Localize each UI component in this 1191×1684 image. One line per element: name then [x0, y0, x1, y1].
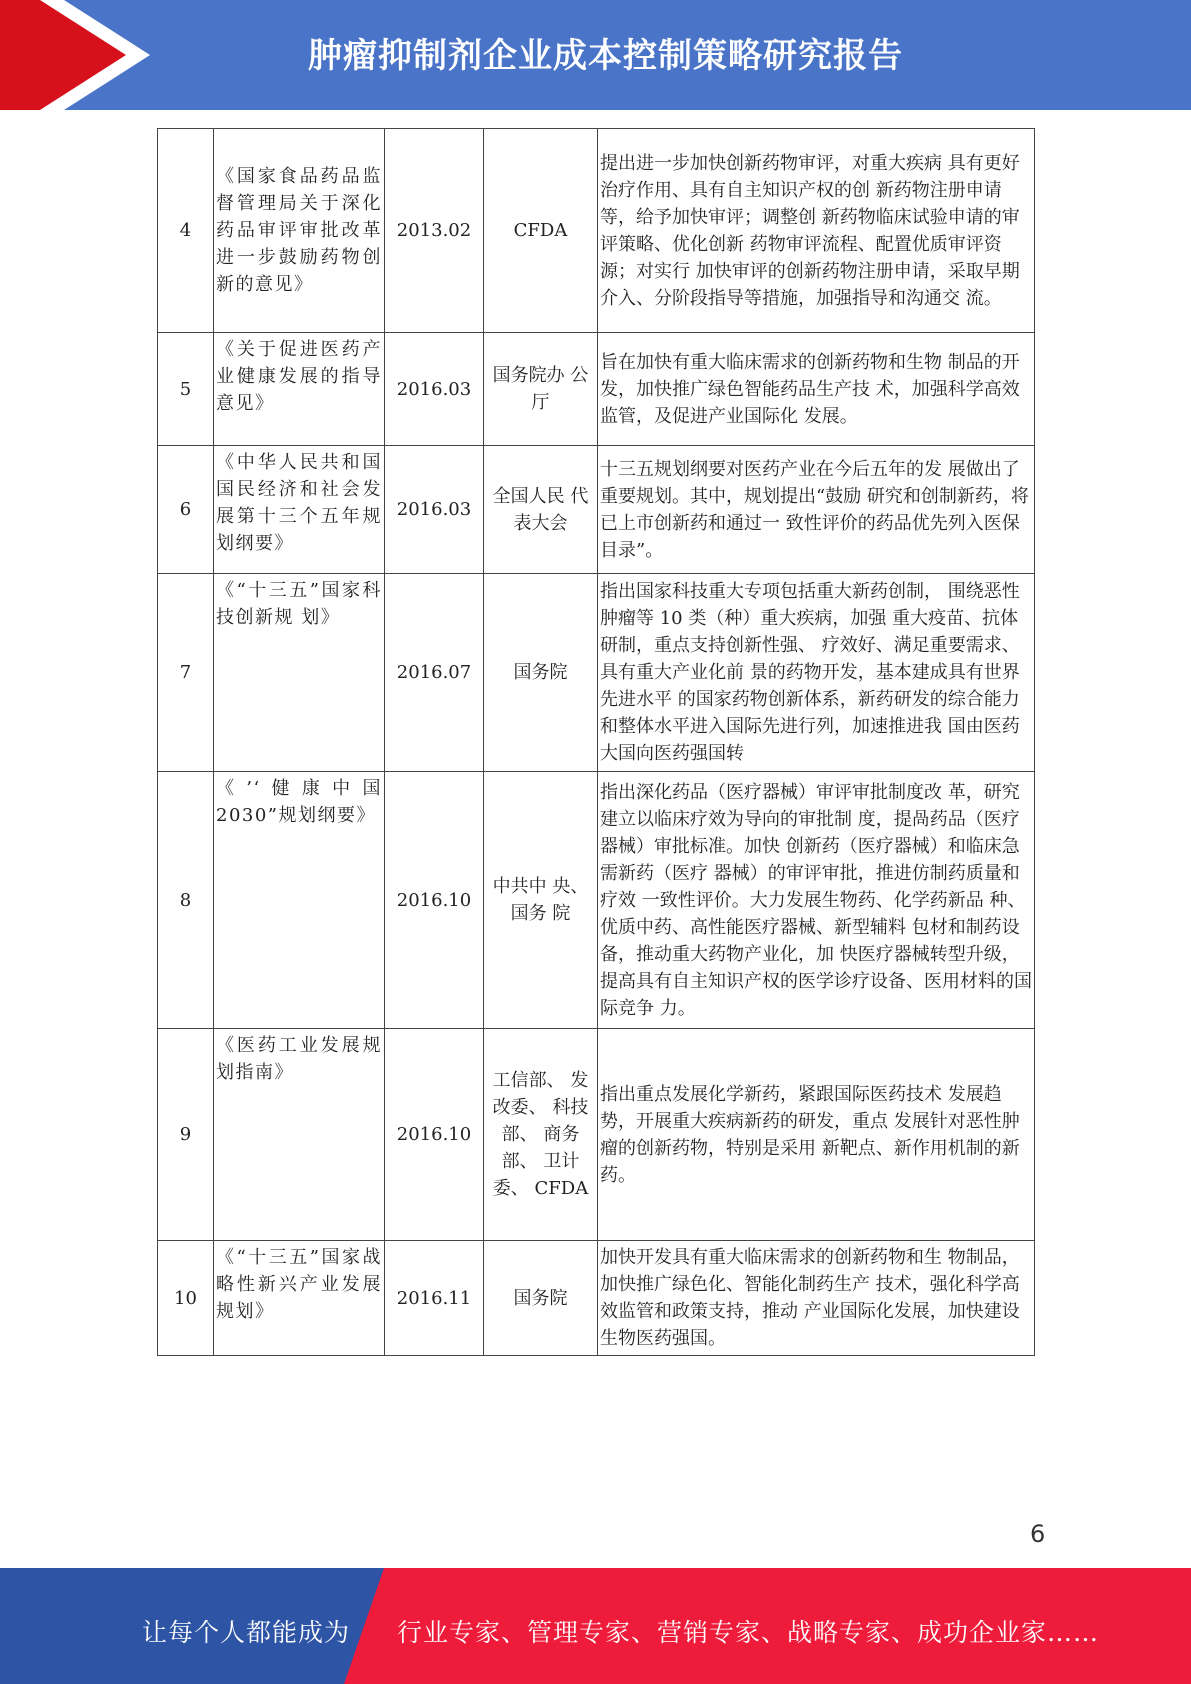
page-header — [0, 0, 1191, 110]
policy-name: 《’‘健康中国2030”规划纲要》 — [214, 772, 385, 1029]
issuing-body: 国务院 — [484, 574, 598, 772]
issuing-body: 国务院办 公厅 — [484, 333, 598, 446]
policy-description: 指出重点发展化学新药，紧跟国际医药技术 发展趋势，开展重大疾病新药的研发，重点 发展针对恶性肿瘤的创新药物，特别是采用 新靶点、新作用机制的新药。 — [598, 1029, 1035, 1241]
policy-name: 《中华人民共和国国民经济和社会发展第十三个五年规划纲要》 — [214, 446, 385, 574]
policy-description: 旨在加快有重大临床需求的创新药物和生物 制品的开发，加快推广绿色智能药品生产技 术，加强科学高效监管，及促进产业国际化 发展。 — [598, 333, 1035, 446]
table-row — [158, 129, 1035, 333]
policy-description: 指出国家科技重大专项包括重大新药创制， 围绕恶性肿瘤等 10 类（种）重大疾病，加强 重大疫苗、抗体研制，重点支持创新性强、 疗效好、满足重要需求、具有重大产业化前 景的药物开发，基本建成具有世界先进水平 的国家药物创新体系，新药研发的综合能力 和整体水平进入国际先进行列，加速推进我 国由医药大国向医药强国转 — [598, 574, 1035, 772]
policy-table — [157, 128, 1035, 1356]
footer-slogan-right: 行业专家、管理专家、营销专家、战略专家、成功企业家…… — [397, 1618, 1100, 1647]
row-number: 5 — [158, 333, 214, 446]
policy-date: 2016.11 — [385, 1241, 484, 1356]
policy-date: 2016.03 — [385, 333, 484, 446]
policy-description: 加快开发具有重大临床需求的创新药物和生 物制品，加快推广绿色化、智能化制药生产 技术，强化科学高效监管和政策支持，推动 产业国际化发展，加快建设生物医药强国。 — [598, 1241, 1035, 1356]
issuing-body: 中共中 央、国务 院 — [484, 772, 598, 1029]
footer-slogan-left: 让每个人都能成为 — [142, 1618, 351, 1647]
row-number: 8 — [158, 772, 214, 1029]
policy-name: 《“十三五”国家战略性新兴产业发展规划》 — [214, 1241, 385, 1356]
table-row — [158, 574, 1035, 772]
policy-date: 2016.07 — [385, 574, 484, 772]
row-number: 9 — [158, 1029, 214, 1241]
row-number: 10 — [158, 1241, 214, 1356]
page-footer — [0, 1568, 1191, 1684]
table-row — [158, 333, 1035, 446]
issuing-body: 全国人民 代表大会 — [484, 446, 598, 574]
policy-date: 2016.10 — [385, 772, 484, 1029]
policy-date: 2016.03 — [385, 446, 484, 574]
issuing-body: CFDA — [484, 129, 598, 333]
policy-date: 2013.02 — [385, 129, 484, 333]
policy-name: 《“十三五”国家科技创新规 划》 — [214, 574, 385, 772]
issuing-body: 工信部、 发改委、 科技部、 商务部、 卫计委、 CFDA — [484, 1029, 598, 1241]
policy-description: 指出深化药品（医疗器械）审评审批制度改 革，研究建立以临床疗效为导向的审批制 度，提咼药品（医疗器械）审批标准。加快 创新药（医疗器械）和临床急需新药（医疗 器械）的审评审批，推进仿制药质量和疗效 一致性评价。大力发展生物药、化学药新品 种、优质中药、高性能医疗器械、新型辅料 包材和制药设备，推动重大药物产业化，加 快医疗器械转型升级，提高具有自主知识产权的医学诊疗设备、医用材料的国际竞争 力。 — [598, 772, 1035, 1029]
table-row — [158, 446, 1035, 574]
row-number: 6 — [158, 446, 214, 574]
policy-description: 十三五规划纲要对医药产业在今后五年的发 展做出了重要规划。其中，规划提出“鼓励 研究和创制新药，将已上市创新药和通过一 致性评价的药品优先列入医保目录”。 — [598, 446, 1035, 574]
page-number: 6 — [1030, 1520, 1046, 1548]
policy-description: 提出进一步加快创新药物审评，对重大疾病 具有更好治疗作用、具有自主知识产权的创 新药物注册申请等，给予加快审评；调整创 新药物临床试验申请的审评策略、优化创新 药物审评流程、配置优质审评资源；对实行 加快审评的创新药物注册申请，采取早期介入、分阶段指导等措施，加强指导和沟通交 流。 — [598, 129, 1035, 333]
policy-date: 2016.10 — [385, 1029, 484, 1241]
policy-name: 《国家食品药品监督管理局关于深化药品审评审批改革进一步鼓励药物创新的意见》 — [214, 129, 385, 333]
table-row — [158, 1241, 1035, 1356]
policy-name: 《医药工业发展规划指南》 — [214, 1029, 385, 1241]
policy-name: 《关于促进医药产业健康发展的指导意见》 — [214, 333, 385, 446]
issuing-body: 国务院 — [484, 1241, 598, 1356]
report-title: 肿瘤抑制剂企业成本控制策略研究报告 — [308, 36, 903, 76]
table-row — [158, 772, 1035, 1029]
row-number: 7 — [158, 574, 214, 772]
table-row — [158, 1029, 1035, 1241]
row-number: 4 — [158, 129, 214, 333]
